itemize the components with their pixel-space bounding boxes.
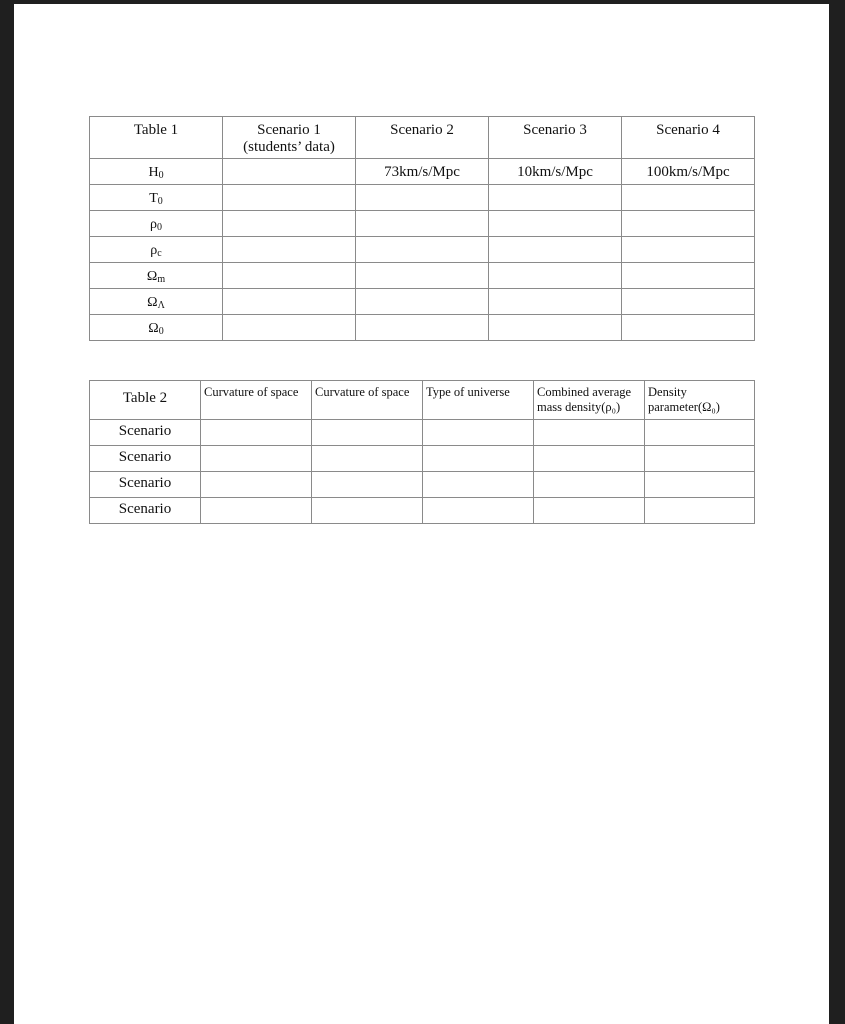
table-row bbox=[90, 446, 755, 472]
table-row bbox=[90, 211, 755, 237]
row-label-omega-0: $\Omega_0$ bbox=[90, 315, 223, 341]
table-cell bbox=[489, 237, 622, 263]
table-row bbox=[90, 420, 755, 446]
row-label-rho0: $\rho_0$ bbox=[90, 211, 223, 237]
table-cell bbox=[223, 211, 356, 237]
table-cell bbox=[423, 446, 534, 472]
table-cell bbox=[645, 420, 755, 446]
table-cell bbox=[356, 263, 489, 289]
table-cell bbox=[312, 472, 423, 498]
table-cell bbox=[622, 263, 755, 289]
table-cell bbox=[645, 446, 755, 472]
row-label-scenario: Scenario bbox=[90, 498, 201, 524]
table-1-header-row bbox=[90, 117, 755, 159]
table-cell bbox=[356, 289, 489, 315]
table-cell bbox=[223, 185, 356, 211]
table-cell bbox=[356, 185, 489, 211]
table-cell bbox=[312, 498, 423, 524]
row-label-rhoc: $\rho_c$ bbox=[90, 237, 223, 263]
table-cell bbox=[489, 185, 622, 211]
table-row bbox=[90, 159, 755, 185]
header-scenario-1-sub: (students’ data) bbox=[243, 139, 335, 155]
table-row bbox=[90, 263, 755, 289]
row-label-omega-m: $\Omega_m$ bbox=[90, 263, 223, 289]
table-cell bbox=[223, 315, 356, 341]
table-row bbox=[90, 472, 755, 498]
table-2-header-row bbox=[90, 381, 755, 420]
header-type-of-universe: Type of universe bbox=[423, 381, 534, 420]
table-row bbox=[90, 237, 755, 263]
table-cell bbox=[534, 446, 645, 472]
table-cell bbox=[201, 420, 312, 446]
row-label-t0: $T_0$ bbox=[90, 185, 223, 211]
table-1 bbox=[89, 116, 755, 341]
header-mass-density: Combined average mass density(ρ₀) bbox=[534, 381, 645, 420]
table-cell bbox=[201, 472, 312, 498]
row-label-scenario: Scenario bbox=[90, 420, 201, 446]
table-cell bbox=[312, 446, 423, 472]
table-2-corner: Table 2 bbox=[90, 381, 201, 420]
table-row bbox=[90, 315, 755, 341]
table-row bbox=[90, 498, 755, 524]
table-cell: 73km/s/Mpc bbox=[356, 159, 489, 185]
table-cell bbox=[423, 420, 534, 446]
table-cell bbox=[356, 211, 489, 237]
table-1-corner: Table 1 bbox=[90, 117, 223, 159]
table-cell: 100km/s/Mpc bbox=[622, 159, 755, 185]
table-cell bbox=[223, 237, 356, 263]
row-label-scenario: Scenario bbox=[90, 472, 201, 498]
table-cell bbox=[223, 159, 356, 185]
row-label-h0: $H_0$ bbox=[90, 159, 223, 185]
table-cell bbox=[489, 263, 622, 289]
table-cell bbox=[622, 211, 755, 237]
table-cell bbox=[645, 472, 755, 498]
table-cell bbox=[223, 263, 356, 289]
table-cell bbox=[622, 237, 755, 263]
table-cell bbox=[312, 420, 423, 446]
header-density-parameter: Density parameter(Ω₀) bbox=[645, 381, 755, 420]
table-cell: 10km/s/Mpc bbox=[489, 159, 622, 185]
header-scenario-3: Scenario 3 bbox=[489, 117, 622, 159]
table-cell bbox=[489, 289, 622, 315]
header-scenario-1-label: Scenario 1 bbox=[257, 122, 321, 138]
table-cell bbox=[534, 472, 645, 498]
table-cell bbox=[534, 420, 645, 446]
table-cell bbox=[423, 498, 534, 524]
table-cell bbox=[622, 315, 755, 341]
table-cell bbox=[223, 289, 356, 315]
header-curvature-2: Curvature of space bbox=[312, 381, 423, 420]
header-scenario-2: Scenario 2 bbox=[356, 117, 489, 159]
header-scenario-4: Scenario 4 bbox=[622, 117, 755, 159]
table-cell bbox=[356, 315, 489, 341]
table-cell bbox=[622, 289, 755, 315]
table-row bbox=[90, 289, 755, 315]
row-label-scenario: Scenario bbox=[90, 446, 201, 472]
table-cell bbox=[201, 498, 312, 524]
table-cell bbox=[534, 498, 645, 524]
header-curvature-1: Curvature of space bbox=[201, 381, 312, 420]
header-scenario-1 bbox=[223, 117, 356, 159]
table-cell bbox=[356, 237, 489, 263]
table-cell bbox=[489, 315, 622, 341]
table-row bbox=[90, 185, 755, 211]
document-page bbox=[14, 4, 829, 1024]
table-cell bbox=[201, 446, 312, 472]
table-cell bbox=[622, 185, 755, 211]
table-cell bbox=[423, 472, 534, 498]
table-cell bbox=[489, 211, 622, 237]
table-cell bbox=[645, 498, 755, 524]
table-2 bbox=[89, 380, 755, 524]
row-label-omega-lambda: $\Omega_\Lambda$ bbox=[90, 289, 223, 315]
